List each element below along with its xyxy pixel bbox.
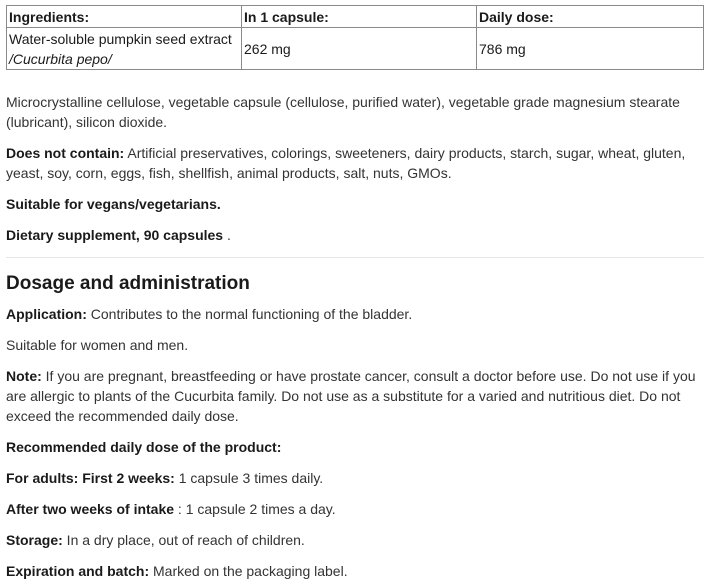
header-in-1-capsule: In 1 capsule: bbox=[242, 6, 477, 28]
storage-text: In a dry place, out of reach of children. bbox=[62, 532, 305, 548]
dosage-heading: Dosage and administration bbox=[6, 273, 250, 294]
suitable-for: Suitable for women and men. bbox=[6, 337, 189, 353]
ingredient-name: Water-soluble pumpkin seed extract bbox=[9, 30, 232, 47]
after-two-weeks-text: : 1 capsule 2 times a day. bbox=[174, 501, 336, 517]
note bbox=[6, 366, 704, 426]
other-ingredients: Microcrystalline cellulose, vegetable capsule (cellulose, purified water), vegetable grade magnesium stearate (lubricant), silicon dioxide. bbox=[6, 94, 680, 130]
note-text: If you are pregnant, breastfeeding or have prostate cancer, consult a doctor before use. Do not use if you are allergic to plants of the Cucurbita family. Do not use as a substitute for a varied and nutritious diet. Do not exceed the recommended daily dose. bbox=[6, 368, 696, 424]
application-label: Application: bbox=[6, 306, 87, 322]
adults-dose-text: 1 capsule 3 times daily. bbox=[174, 470, 324, 486]
recommended-dose bbox=[6, 437, 704, 457]
table-row bbox=[7, 28, 704, 70]
after-two-weeks-label: After two weeks of intake bbox=[6, 501, 175, 517]
does-not-contain-text: Artificial preservatives, colorings, sweeteners, dairy products, starch, sugar, wheat, gluten, yeast, soy, corn, eggs, fish, shellfish, animal products, salt, nuts, GMOs. bbox=[6, 145, 686, 181]
after-two-weeks bbox=[6, 499, 704, 519]
expiration bbox=[6, 561, 704, 581]
cell-per-capsule: 262 mg bbox=[242, 28, 477, 70]
application bbox=[6, 304, 704, 324]
table-header-row bbox=[7, 6, 704, 28]
does-not-contain-label: Does not contain: bbox=[6, 145, 125, 161]
note-label: Note: bbox=[6, 368, 42, 384]
ingredients-table bbox=[6, 5, 704, 70]
recommended-dose-label: Recommended daily dose of the product: bbox=[6, 439, 282, 455]
expiration-label: Expiration and batch: bbox=[6, 563, 150, 579]
adults-dose bbox=[6, 468, 704, 488]
storage bbox=[6, 530, 704, 550]
header-ingredients: Ingredients: bbox=[7, 6, 242, 28]
storage-label: Storage: bbox=[6, 532, 63, 548]
header-daily-dose: Daily dose: bbox=[477, 6, 704, 28]
suitable-vegans-text: Suitable for vegans/vegetarians. bbox=[6, 196, 221, 212]
adults-dose-label: For adults: First 2 weeks: bbox=[6, 470, 175, 486]
dietary-supplement-label: Dietary supplement, 90 capsules bbox=[6, 227, 224, 243]
expiration-text: Marked on the packaging label. bbox=[149, 563, 348, 579]
ingredient-latin-name: /Cucurbita pepo/ bbox=[9, 50, 112, 67]
suitable-vegans bbox=[6, 194, 704, 214]
dietary-supplement-suffix: . bbox=[223, 227, 231, 243]
cell-daily-dose: 786 mg bbox=[477, 28, 704, 70]
application-text: Contributes to the normal functioning of the bladder. bbox=[86, 306, 413, 322]
section-divider bbox=[6, 257, 704, 258]
product-info bbox=[6, 5, 704, 581]
does-not-contain bbox=[6, 143, 704, 183]
dietary-supplement bbox=[6, 225, 704, 245]
cell-ingredient bbox=[7, 28, 242, 70]
